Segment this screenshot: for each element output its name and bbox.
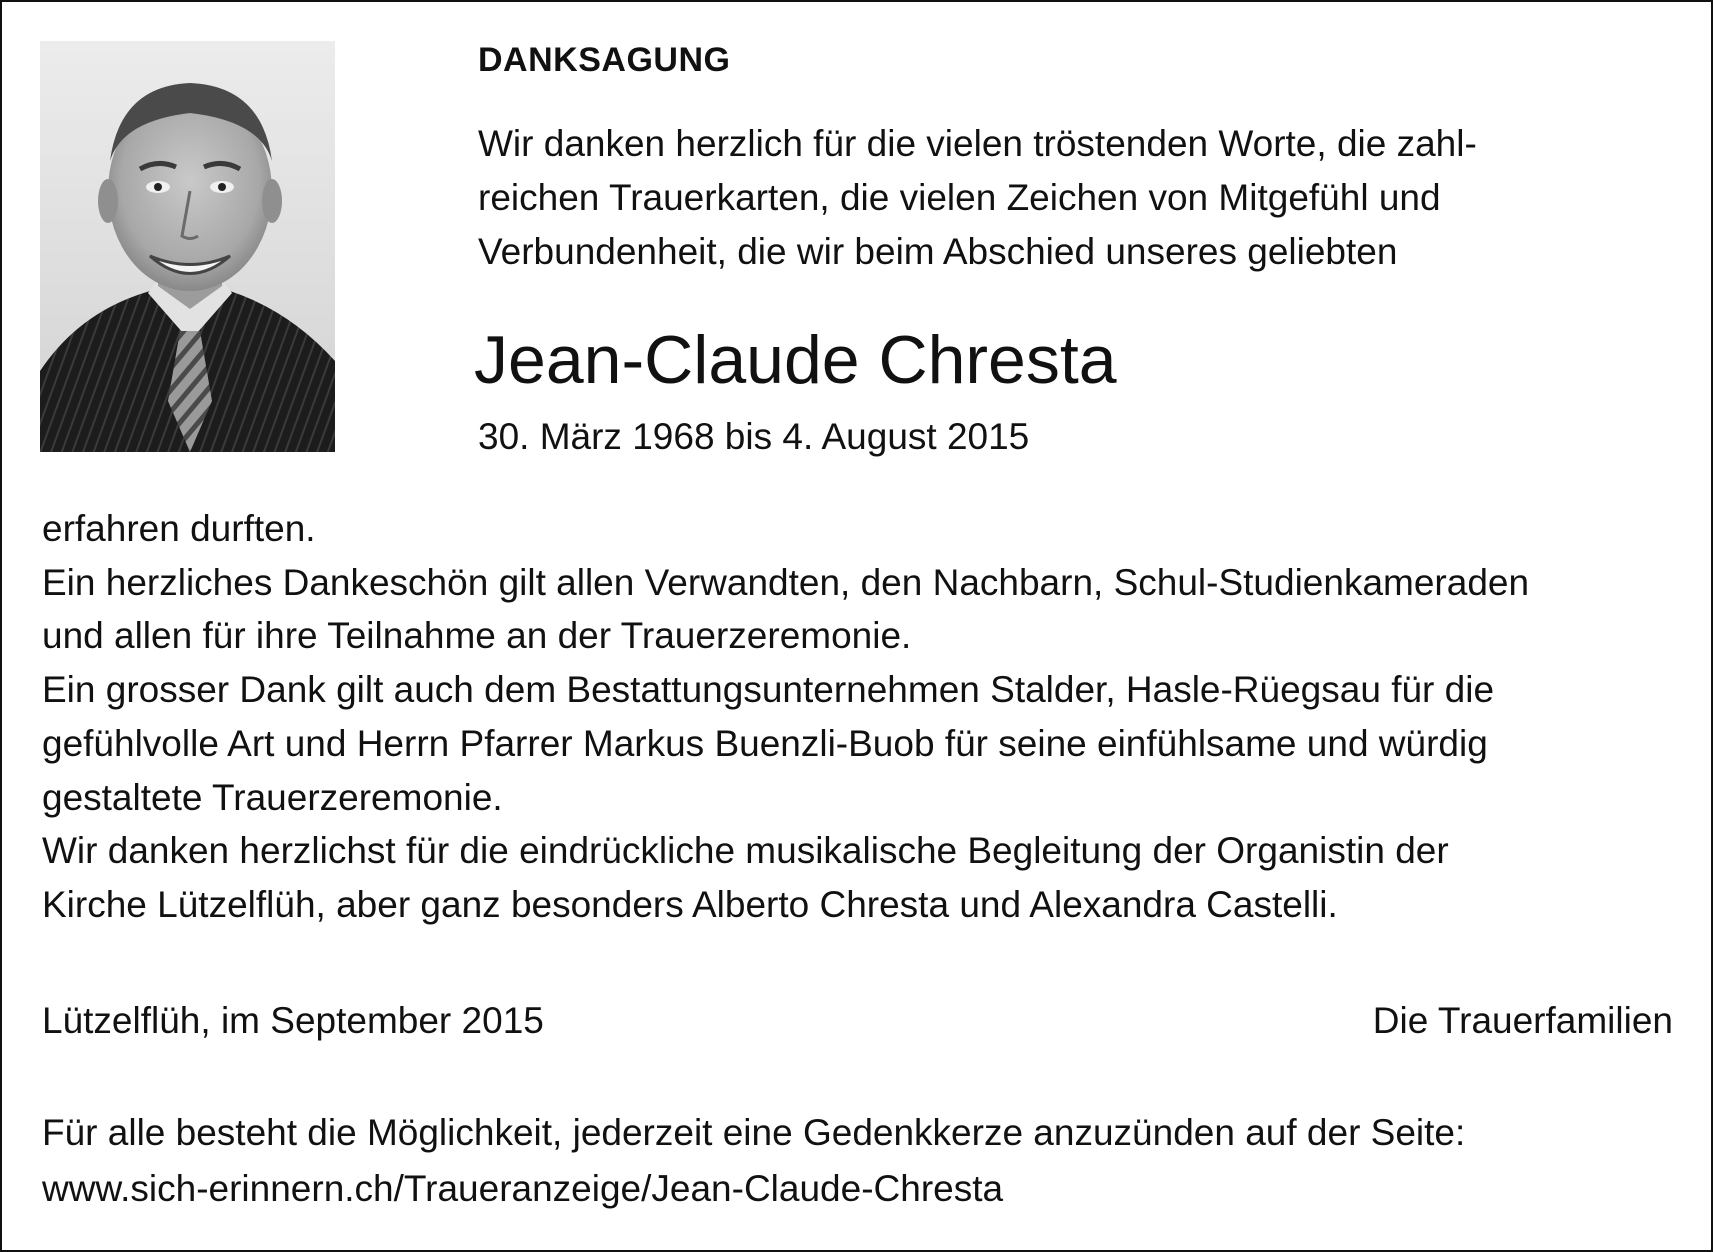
deceased-name: Jean-Claude Chresta [474,322,1117,398]
body-line: Ein herzliches Dankeschön gilt allen Verwandten, den Nachbarn, Schul-Studienkameraden [42,561,1530,603]
place-and-date: Lützelflüh, im September 2015 [42,1000,544,1041]
life-dates: 30. März 1968 bis 4. August 2015 [478,416,1030,457]
body-line: Ein grosser Dank gilt auch dem Bestattungsunternehmen Stalder, Hasle-Rüegsau für die [42,669,1495,711]
memorial-url: www.sich-erinnern.ch/Traueranzeige/Jean-Claude-Chresta [42,1168,1004,1209]
intro-line: Verbundenheit, die wir beim Abschied unseres geliebten [478,231,1398,272]
body-line: Kirche Lützelflüh, aber ganz besonders Alberto Chresta und Alexandra Castelli. [42,883,1338,925]
footer-text [42,1105,1682,1217]
body-line: und allen für ihre Teilnahme an der Trauerzeremonie. [42,615,912,657]
heading-danksagung: DANKSAGUNG [478,41,731,79]
body-line: gestaltete Trauerzeremonie. [42,776,503,818]
body-line: erfahren durften. [42,508,316,549]
intro-text [478,117,1658,279]
intro-line: reichen Trauerkarten, die vielen Zeichen von Mitgefühl und [478,177,1441,218]
portrait-photo [40,41,335,452]
body-line: gefühlvolle Art und Herrn Pfarrer Markus Buenzli-Buob für seine einfühlsame und würdig [42,722,1488,764]
signature: Die Trauerfamilien [1372,1000,1673,1041]
footer-line: Für alle besteht die Möglichkeit, jederzeit eine Gedenkkerze anzuzünden auf der Seite: [42,1112,1466,1153]
intro-line: Wir danken herzlich für die vielen tröstenden Worte, die zahl- [478,123,1477,164]
portrait-photo-graphic [40,41,335,452]
body-line: Wir danken herzlichst für die eindrückliche musikalische Begleitung der Organistin der [42,830,1449,872]
body-text [42,502,1682,932]
